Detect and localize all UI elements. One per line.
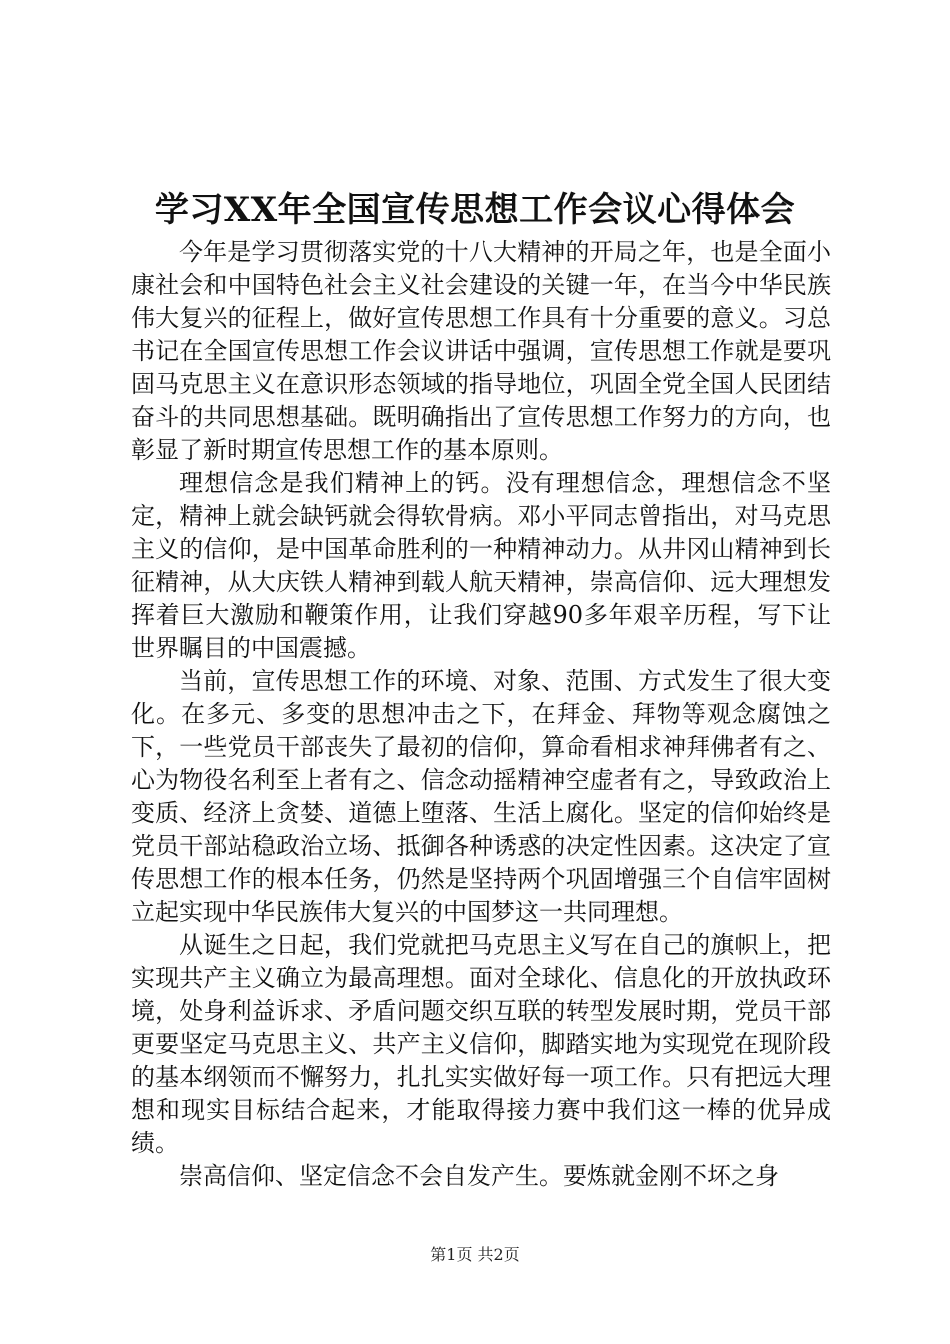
body-paragraph: 从诞生之日起，我们党就把马克思主义写在自己的旗帜上，把实现共产主义确立为最高理想。面对全球化、信息化的开放执政环境，处身利益诉求、矛盾问题交织互联的转型发展时期，党员干部更要坚定马克思主义、共产主义信仰，脚踏实地为实现党在现阶段的基本纲领而不懈努力，扎扎实实做好每一项工作。只有把远大理想和现实目标结合起来，才能取得接力赛中我们这一棒的优异成绩。 — [131, 931, 831, 1157]
page-number: 第1页 共2页 — [430, 1245, 520, 1264]
document-title: 学习XX年全国宣传思想工作会议心得体会 — [154, 190, 796, 230]
document-body — [131, 236, 831, 1193]
body-paragraph: 理想信念是我们精神上的钙。没有理想信念，理想信念不坚定，精神上就会缺钙就会得软骨病。邓小平同志曾指出，对马克思主义的信仰，是中国革命胜利的一种精神动力。从井冈山精神到长征精神，从大庆铁人精神到载人航天精神，崇高信仰、远大理想发挥着巨大激励和鞭策作用，让我们穿越90多年艰辛历程，写下让世界瞩目的中国震撼。 — [131, 469, 831, 662]
body-paragraph: 当前，宣传思想工作的环境、对象、范围、方式发生了很大变化。在多元、多变的思想冲击之下，在拜金、拜物等观念腐蚀之下，一些党员干部丧失了最初的信仰，算命看相求神拜佛者有之、心为物役名利至上者有之、信念动摇精神空虚者有之，导致政治上变质、经济上贪婪、道德上堕落、生活上腐化。坚定的信仰始终是党员干部站稳政治立场、抵御各种诱惑的决定性因素。这决定了宣传思想工作的根本任务，仍然是坚持两个巩固增强三个自信牢固树立起实现中华民族伟大复兴的中国梦这一共同理想。 — [131, 667, 831, 926]
body-paragraph: 今年是学习贯彻落实党的十八大精神的开局之年，也是全面小康社会和中国特色社会主义社会建设的关键一年，在当今中华民族伟大复兴的征程上，做好宣传思想工作具有十分重要的意义。习总书记在全国宣传思想工作会议讲话中强调，宣传思想工作就是要巩固马克思主义在意识形态领域的指导地位，巩固全党全国人民团结奋斗的共同思想基础。既明确指出了宣传思想工作努力的方向，也彰显了新时期宣传思想工作的基本原则。 — [131, 238, 831, 464]
body-paragraph: 崇高信仰、坚定信念不会自发产生。要炼就金刚不坏之身 — [179, 1162, 779, 1190]
